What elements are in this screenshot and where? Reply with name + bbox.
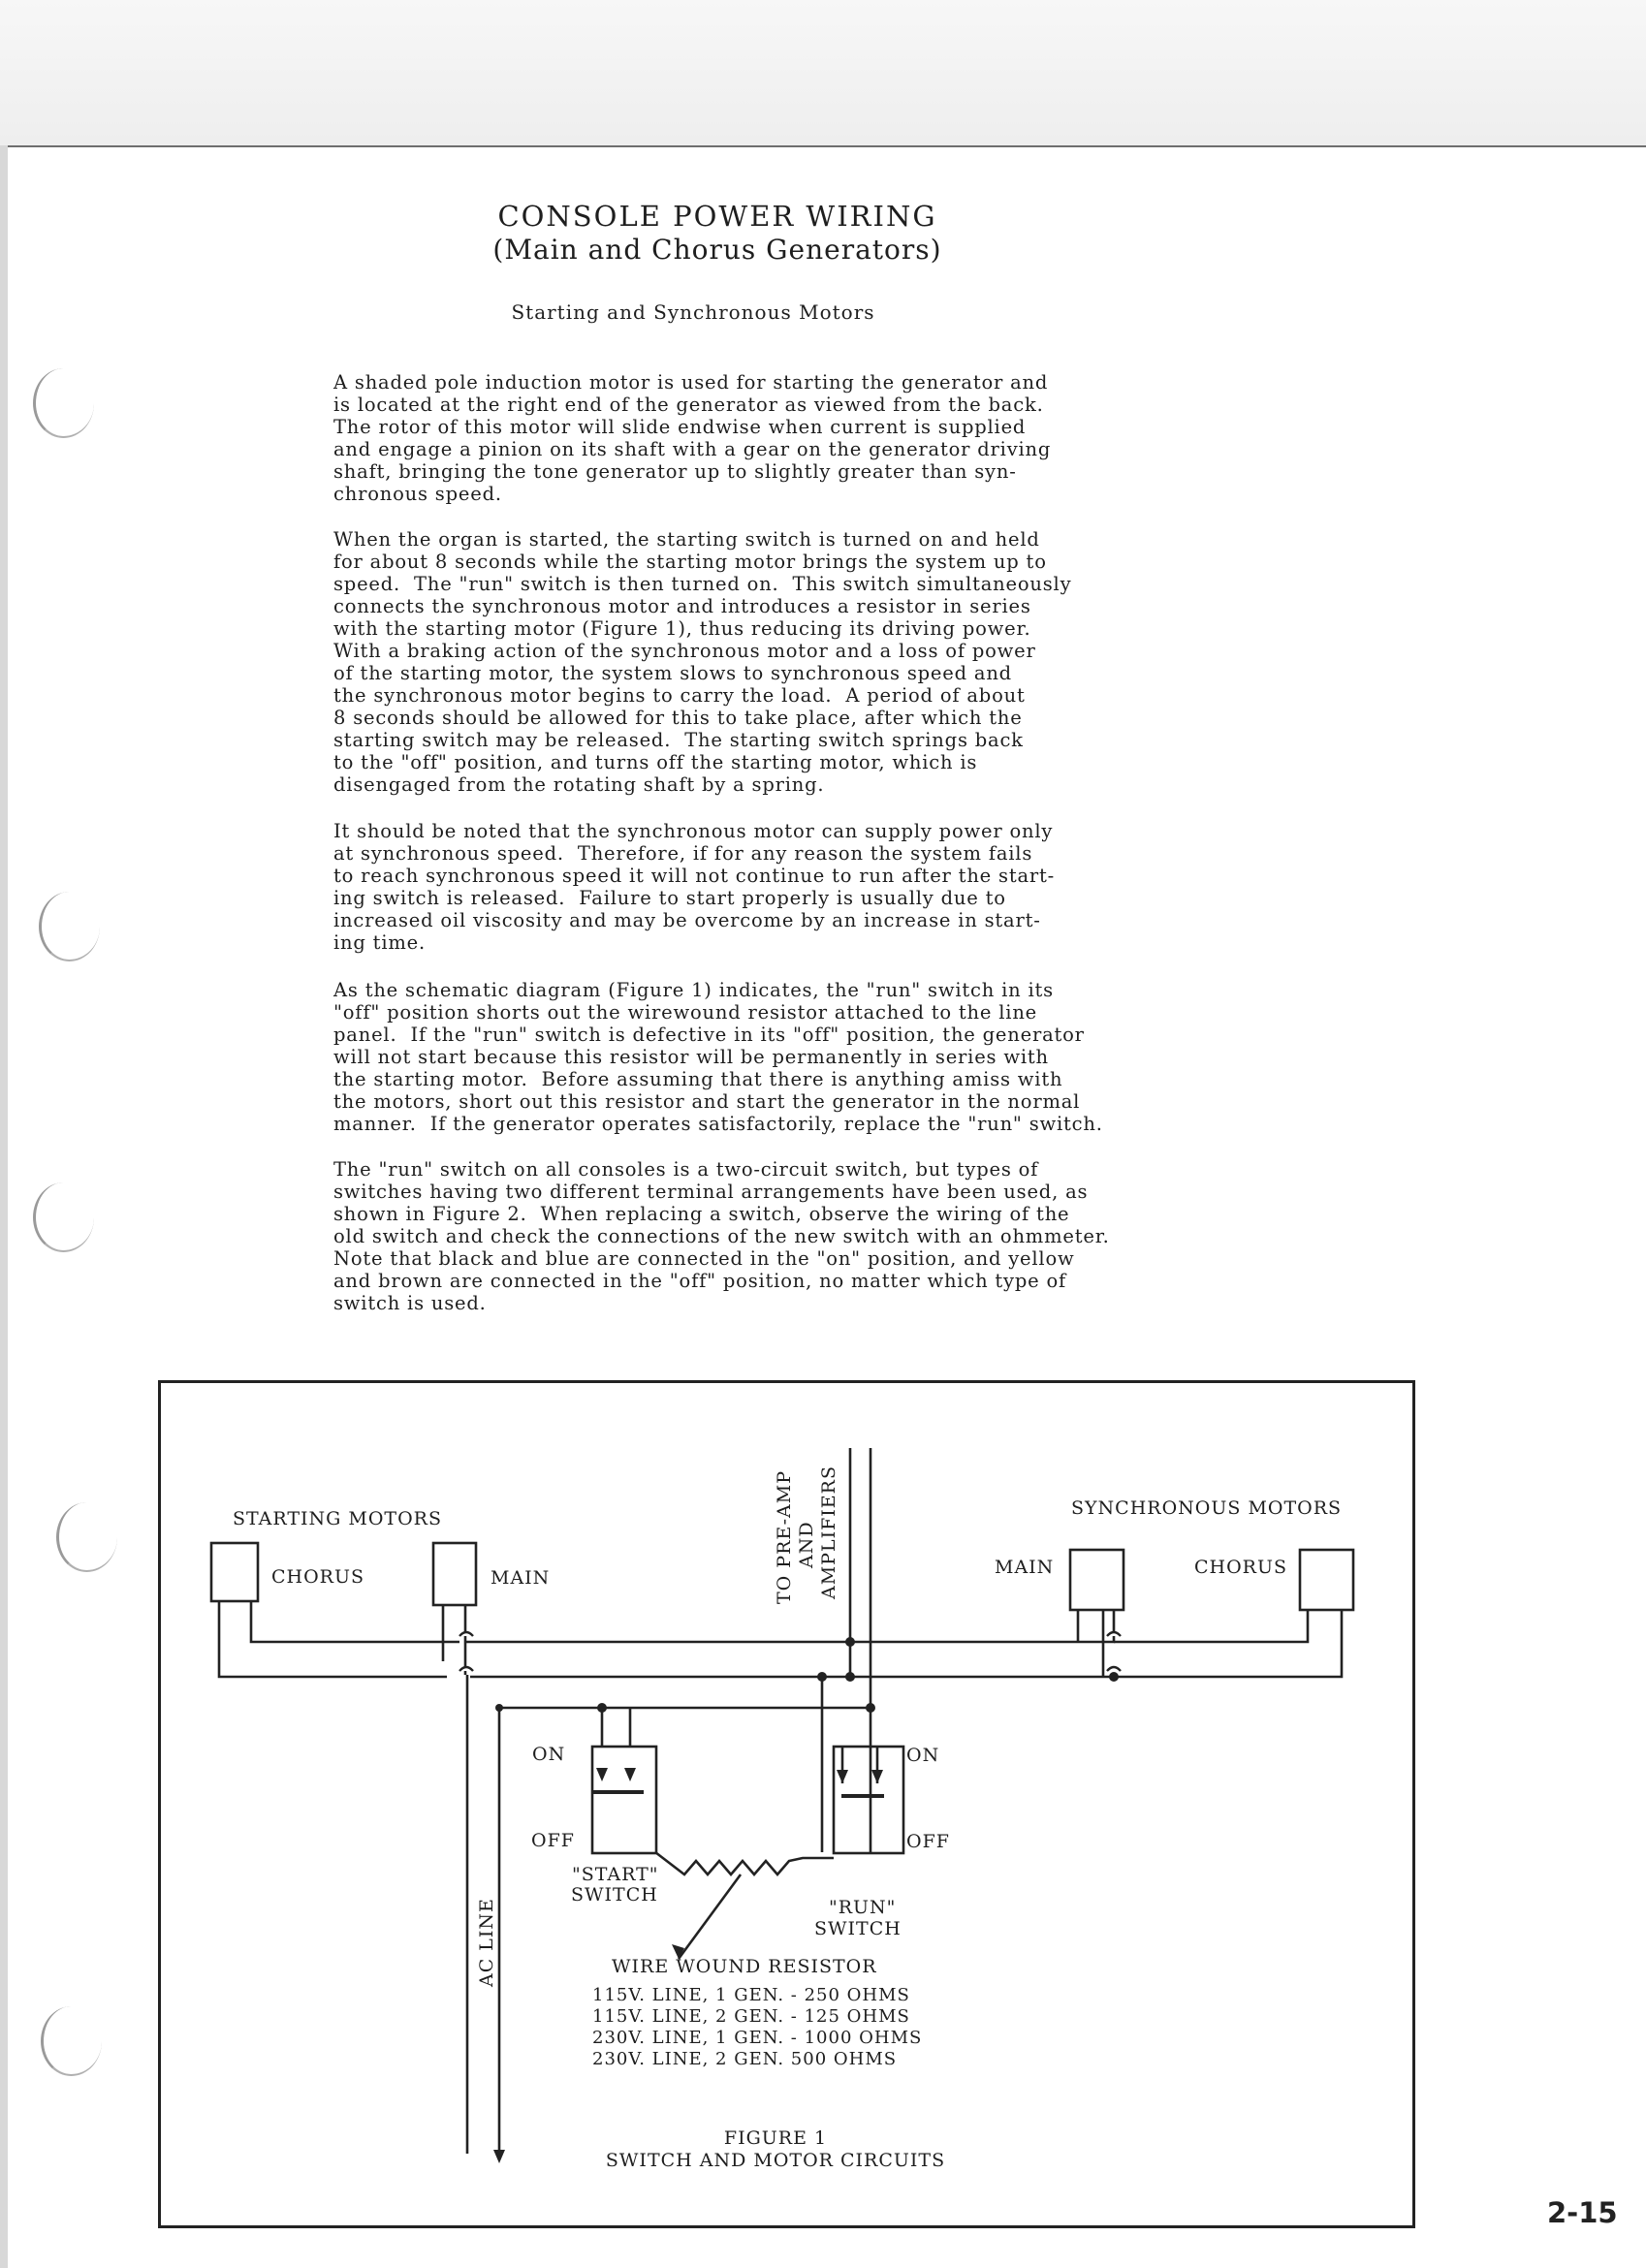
start-chorus-motor xyxy=(211,1543,258,1601)
run-switch-label-1: "RUN" xyxy=(829,1897,897,1918)
section-subtitle: Starting and Synchronous Motors xyxy=(511,300,875,324)
start-on-label: ON xyxy=(532,1744,566,1765)
sync-main-label: MAIN xyxy=(995,1557,1055,1578)
resistor-value-1: 115V. LINE, 1 GEN. - 250 OHMS xyxy=(592,1985,910,2005)
run-off-label: OFF xyxy=(906,1831,950,1852)
figure-caption-number: FIGURE 1 xyxy=(723,2127,828,2149)
paragraph-4: As the schematic diagram (Figure 1) indicates, the "run" switch in its "off" position shorts out the wirewound resistor attached to the line panel. If the "run" switch is defective in its "off" position, the generator will not start because this resistor will be permanently in series with the starting motor. Before assuming that there is anything amiss with the motors, short out this resistor and start the generator in the normal manner. If the generator operates satisfactorily, replace the "run" switch. xyxy=(333,979,1103,1135)
ac-line-label: AC LINE xyxy=(476,1898,497,1987)
sync-chorus-label: CHORUS xyxy=(1194,1557,1288,1578)
preamp-label-line3: AMPLIFIERS xyxy=(818,1465,839,1599)
start-main-label: MAIN xyxy=(491,1567,551,1589)
run-on-label: ON xyxy=(906,1745,940,1766)
paragraph-3: It should be noted that the synchronous motor can supply power only at synchronous speed. Therefore, if for any reason the system fails to reach synchronous speed it will not continue to run after the start- ing switch is released. Failure to start properly is usually due to increased oil viscosity and may be overcome by an increase in start- ing time. xyxy=(333,820,1056,954)
start-main-motor xyxy=(433,1543,476,1605)
resistor-value-4: 230V. LINE, 2 GEN. 500 OHMS xyxy=(592,2049,898,2069)
resistor-value-3: 230V. LINE, 1 GEN. - 1000 OHMS xyxy=(592,2028,923,2048)
paragraph-5: The "run" switch on all consoles is a two-circuit switch, but types of switches having two different terminal arrangements have been used, as shown in Figure 2. When replacing a switch, observe the wiring of the old switch and check the connections of the new switch with an ohmmeter. Note that black and blue are connected in the "on" position, and yellow and brown are connected in the "off" position, no matter which type of switch is used. xyxy=(333,1158,1110,1314)
preamp-label-line2: AND xyxy=(796,1521,817,1568)
start-switch-label-1: "START" xyxy=(572,1864,659,1885)
paragraph-1: A shaded pole induction motor is used for starting the generator and is located at the right end of the generator as viewed from the back. The rotor of this motor will slide endwise when current is supplied and engage a pinion on its shaft with a gear on the generator driving shaft, bringing the tone generator up to slightly greater than syn- chronous speed. xyxy=(333,371,1052,505)
page-title: CONSOLE POWER WIRING xyxy=(497,200,937,233)
page-number: 2-15 xyxy=(1547,2196,1618,2229)
paragraph-2: When the organ is started, the starting switch is turned on and held for about 8 seconds while the starting motor brings the system up to speed. The "run" switch is then turned on. This switch simultaneously connects the synchronous motor and introduces a resistor in series with the starting motor (Figure 1), thus reducing its driving power. With a braking action of the synchronous motor and a loss of power of the starting motor, the system slows to synchronous speed and the synchronous motor begins to carry the load. A period of about 8 seconds should be allowed for this to take place, after which the starting switch may be released. The starting switch springs back to the "off" position, and turns off the starting motor, which is disengaged from the rotating shaft by a spring. xyxy=(333,528,1072,796)
start-off-label: OFF xyxy=(531,1830,575,1851)
start-switch-body xyxy=(592,1747,656,1853)
figure-caption-title: SWITCH AND MOTOR CIRCUITS xyxy=(605,2150,946,2171)
synchronous-motors-label: SYNCHRONOUS MOTORS xyxy=(1071,1497,1343,1519)
start-chorus-label: CHORUS xyxy=(271,1566,365,1588)
page-title-sub: (Main and Chorus Generators) xyxy=(492,234,942,266)
run-switch-label-2: SWITCH xyxy=(814,1918,902,1939)
run-switch-body xyxy=(834,1747,903,1853)
preamp-label-line1: TO PRE-AMP xyxy=(774,1470,795,1604)
sync-chorus-motor xyxy=(1300,1550,1353,1610)
resistor-value-2: 115V. LINE, 2 GEN. - 125 OHMS xyxy=(592,2006,910,2027)
start-switch-label-2: SWITCH xyxy=(571,1884,658,1906)
sync-main-motor xyxy=(1070,1550,1124,1610)
resistor-title: WIRE WOUND RESISTOR xyxy=(612,1956,877,1977)
starting-motors-label: STARTING MOTORS xyxy=(233,1508,442,1529)
